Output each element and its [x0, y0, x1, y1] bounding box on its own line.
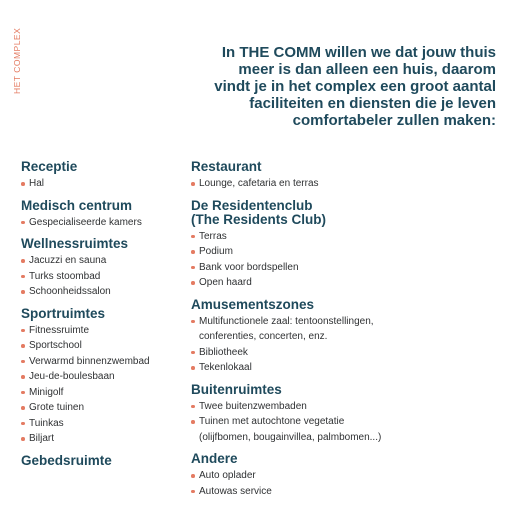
facility-item-label: Hal	[29, 178, 45, 189]
facility-item-label: Jeu-de-boulesbaan	[29, 371, 115, 382]
facility-section-sportruimtes	[21, 307, 191, 447]
facility-list-item	[21, 269, 191, 285]
facility-item-label: Jacuzzi en sauna	[29, 255, 107, 266]
section-heading: Buitenruimtes	[191, 381, 282, 397]
facility-section-receptie	[21, 160, 191, 192]
section-heading: Gebedsruimte	[21, 452, 112, 468]
section-side-label: HET COMPLEX	[12, 27, 22, 94]
section-heading: Amusementszones	[191, 296, 315, 312]
facility-list-item	[21, 416, 191, 432]
facility-item-label: Auto oplader	[199, 470, 256, 481]
right-facilities-column	[191, 160, 501, 506]
bullet-dot-icon	[21, 375, 25, 379]
facility-item-label: Podium	[199, 246, 233, 257]
facility-list-item	[21, 369, 191, 385]
facility-list-item	[191, 345, 501, 361]
facility-list	[191, 229, 501, 291]
facility-section-amusementszones	[191, 298, 501, 376]
bullet-dot-icon	[191, 420, 195, 424]
bullet-dot-icon	[191, 405, 195, 409]
bullet-dot-icon	[21, 329, 25, 333]
facility-list-item	[191, 468, 501, 484]
section-heading: Medisch centrum	[21, 197, 133, 213]
facility-item-label: Lounge, cafetaria en terras	[199, 178, 319, 189]
facility-list-item	[191, 360, 501, 376]
facility-section-andere	[191, 452, 501, 499]
bullet-dot-icon	[191, 320, 195, 324]
bullet-dot-icon	[21, 221, 25, 225]
section-heading: De Residentenclub (The Residents Club)	[191, 197, 327, 227]
facility-section-de-residentenclub	[191, 199, 501, 291]
facility-item-label: Sportschool	[29, 340, 82, 351]
bullet-dot-icon	[191, 490, 195, 494]
facility-item-label: Fitnessruimte	[29, 324, 90, 336]
facility-list-item	[21, 431, 191, 447]
facility-item-label: Bank voor bordspellen	[199, 261, 299, 273]
bullet-dot-icon	[21, 290, 25, 294]
section-heading: Wellnessruimtes	[21, 236, 129, 251]
facility-section-wellnessruimtes	[21, 237, 191, 300]
bullet-dot-icon	[191, 281, 195, 285]
facility-list-item	[191, 275, 501, 291]
facility-list-item	[191, 229, 501, 245]
facility-list-item	[191, 314, 501, 345]
facility-section-medisch-centrum	[21, 199, 191, 231]
facility-section-gebedsruimte	[21, 454, 191, 468]
bullet-dot-icon	[21, 437, 25, 441]
facility-item-label: Biljart	[29, 433, 55, 444]
facility-item-label: Tekenlokaal	[199, 362, 252, 373]
facility-list	[21, 253, 191, 300]
bullet-dot-icon	[191, 235, 195, 239]
facility-list-item	[21, 323, 191, 339]
facility-item-label: Bibliotheek	[199, 346, 248, 358]
facility-list	[191, 176, 501, 192]
facility-list	[191, 399, 501, 446]
bullet-dot-icon	[191, 266, 195, 270]
facility-item-label: Verwarmd binnenzwembad	[29, 355, 150, 367]
facility-list-item	[21, 284, 191, 300]
section-heading: Receptie	[21, 159, 78, 174]
bullet-dot-icon	[191, 366, 195, 370]
facility-section-restaurant	[191, 160, 501, 192]
facility-list-item	[191, 414, 501, 445]
section-heading: Sportruimtes	[21, 305, 106, 321]
facility-list-item	[21, 176, 191, 192]
facility-item-label: Autowas service	[199, 485, 272, 497]
bullet-dot-icon	[21, 360, 25, 364]
facility-list-item	[21, 354, 191, 370]
facility-item-label: Gespecialiseerde kamers	[29, 216, 142, 228]
facility-item-label: Open haard	[199, 277, 252, 288]
facility-item-label: Schoonheidssalon	[29, 286, 111, 297]
facility-list	[191, 468, 501, 499]
intro-paragraph: In THE COMM willen we dat jouw thuis meer is dan alleen een huis, daarom vindt je in het complex een groot aantal faciliteiten en diensten die je leven comfortabeler zullen maken:	[214, 44, 496, 129]
facility-item-label: Terras	[199, 230, 227, 242]
facility-list-item	[191, 176, 501, 192]
section-heading: Andere	[191, 451, 238, 466]
facility-list-item	[191, 484, 501, 500]
facility-item-label: Twee buitenzwembaden	[199, 400, 307, 412]
facility-item-label: Turks stoombad	[29, 270, 101, 282]
bullet-dot-icon	[21, 344, 25, 348]
facility-item-label: Grote tuinen	[29, 402, 85, 413]
facility-list	[21, 176, 191, 192]
facility-item-label: Tuinkas	[29, 417, 64, 429]
section-heading: Restaurant	[191, 159, 262, 174]
left-facilities-column	[21, 160, 191, 475]
bullet-dot-icon	[191, 250, 195, 254]
bullet-dot-icon	[21, 259, 25, 263]
facility-list-item	[21, 253, 191, 269]
facility-list-item	[191, 399, 501, 415]
facility-item-label: Tuinen met autochtone vegetatie (olijfbomen, bougainvillea, palmbomen...)	[199, 416, 382, 443]
facility-list	[191, 314, 501, 376]
bullet-dot-icon	[21, 275, 25, 279]
bullet-dot-icon	[21, 182, 25, 186]
bullet-dot-icon	[21, 391, 25, 395]
bullet-dot-icon	[21, 422, 25, 426]
facility-list-item	[191, 244, 501, 260]
bullet-dot-icon	[191, 182, 195, 186]
facility-item-label: Multifunctionele zaal: tentoonstellingen, conferenties, concerten, enz.	[199, 315, 374, 342]
facility-list	[21, 323, 191, 447]
facility-section-buitenruimtes	[191, 383, 501, 446]
facility-list	[21, 215, 191, 231]
bullet-dot-icon	[21, 406, 25, 410]
bullet-dot-icon	[191, 351, 195, 355]
facility-list-item	[21, 215, 191, 231]
facility-list-item	[21, 385, 191, 401]
facility-list-item	[21, 338, 191, 354]
facility-item-label: Minigolf	[29, 386, 64, 398]
bullet-dot-icon	[191, 474, 195, 478]
facility-list-item	[191, 260, 501, 276]
facility-list-item	[21, 400, 191, 416]
